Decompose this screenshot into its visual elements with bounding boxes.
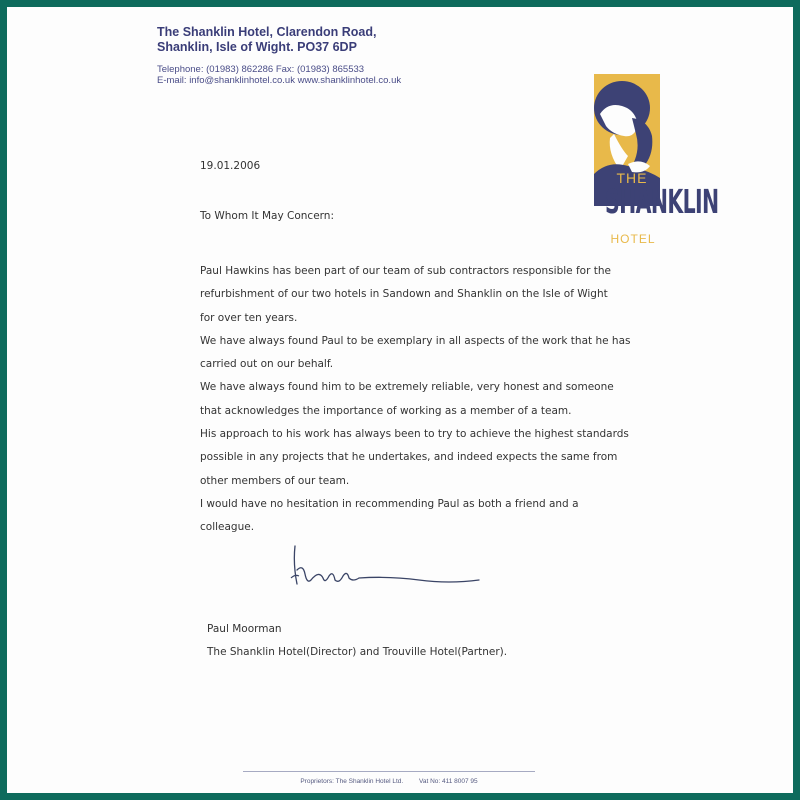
address-line-1: The Shanklin Hotel, Clarendon Road, — [157, 25, 377, 39]
logo-shanklin: SHANKLIN — [605, 182, 719, 221]
letter-body — [200, 260, 631, 540]
logo-the: THE — [616, 170, 648, 186]
signer-title: The Shanklin Hotel(Director) and Trouville Hotel(Partner). — [207, 646, 508, 658]
letter-page — [7, 7, 793, 793]
signer-name: Paul Moorman — [207, 623, 282, 635]
salutation: To Whom It May Concern: — [200, 210, 334, 222]
body-line: that acknowledges the importance of working as a member of a team. — [200, 404, 572, 417]
logo-hotel: HOTEL — [610, 232, 656, 246]
body-line: for over ten years. — [200, 311, 298, 324]
body-line: possible in any projects that he undertakes, and indeed expects the same from — [200, 451, 618, 464]
body-line: I would have no hesitation in recommending Paul as both a friend and a — [200, 497, 579, 510]
body-line: We have always found Paul to be exemplary in all aspects of the work that he has — [200, 334, 631, 347]
email-web-line: E-mail: info@shanklinhotel.co.uk www.shanklinhotel.co.uk — [157, 75, 402, 86]
body-line: other members of our team. — [200, 474, 350, 487]
letter-date: 19.01.2006 — [200, 160, 261, 172]
footer-divider — [243, 771, 535, 772]
body-line: Paul Hawkins has been part of our team of sub contractors responsible for the — [200, 265, 611, 277]
handwritten-signature — [289, 540, 489, 600]
hotel-logo-illustration — [588, 29, 719, 259]
footer-vat: Vat No: 411 8007 95 — [419, 778, 478, 785]
body-line: We have always found him to be extremely reliable, very honest and someone — [200, 381, 614, 394]
body-line: His approach to his work has always been to try to achieve the highest standards — [200, 428, 629, 441]
body-line: colleague. — [200, 521, 255, 534]
body-line: carried out on our behalf. — [200, 358, 334, 371]
footer — [243, 778, 535, 785]
footer-proprietors: Proprietors: The Shanklin Hotel Ltd. — [300, 778, 404, 785]
body-line: refurbishment of our two hotels in Sandown and Shanklin on the Isle of Wight — [200, 288, 608, 301]
address-line-2: Shanklin, Isle of Wight. PO37 6DP — [157, 40, 357, 54]
telephone-line: Telephone: (01983) 862286 Fax: (01983) 865533 — [157, 64, 365, 75]
letterhead — [157, 25, 557, 86]
